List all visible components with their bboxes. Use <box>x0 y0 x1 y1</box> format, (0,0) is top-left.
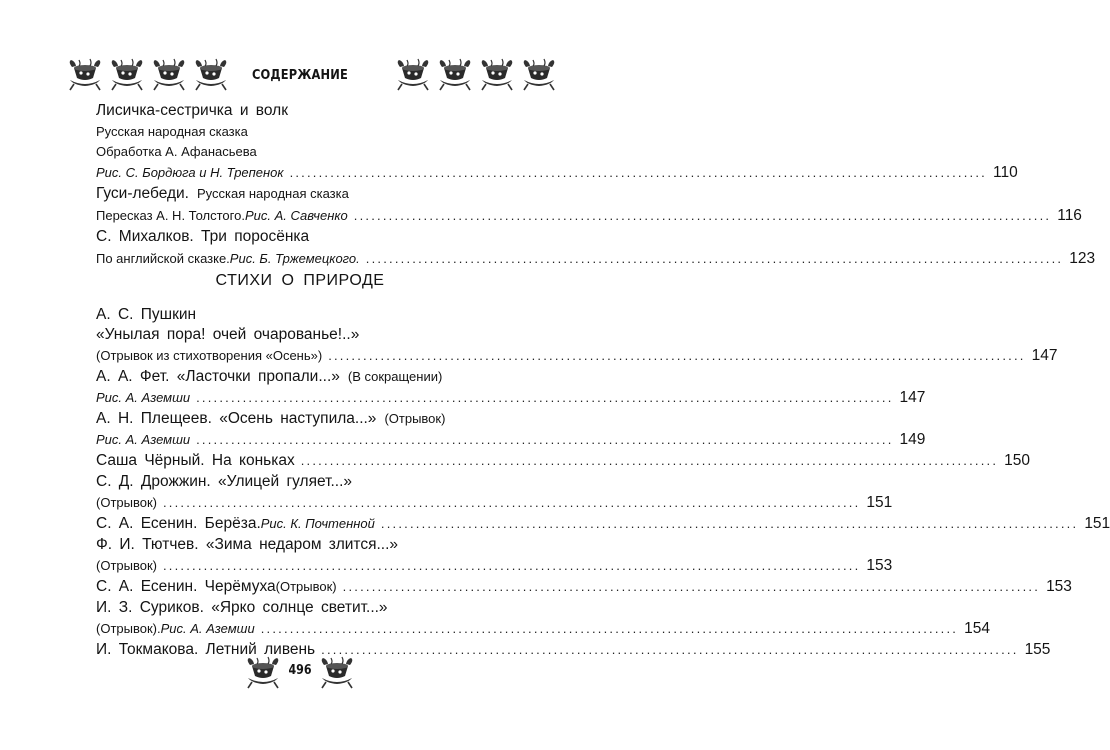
toc-line <box>96 536 496 558</box>
toc-line <box>96 452 1031 474</box>
toc-line <box>96 578 1072 600</box>
toc-page-number: 116 <box>1057 207 1082 224</box>
toc-line <box>96 185 496 207</box>
teacup-ornament-icon <box>436 58 474 92</box>
teacup-ornament-icon <box>394 58 432 92</box>
toc-page-number: 153 <box>1046 578 1072 595</box>
toc-line <box>96 431 926 453</box>
toc-text: Обработка А. Афанасьева <box>96 144 257 159</box>
toc-line <box>96 389 926 411</box>
toc-text: С. А. Есенин. Черёмуха <box>96 578 276 595</box>
toc-leader-dots: ........................................................................................................................ <box>196 390 894 405</box>
toc-page-number: 147 <box>899 389 926 406</box>
toc-text: Русская народная сказка <box>197 186 349 201</box>
toc-illustrator: Рис. А. Аземши <box>96 432 191 447</box>
toc-page-number: 151 <box>1084 515 1110 532</box>
toc-leader-dots: ........................................................................................................................ <box>289 165 987 180</box>
toc-text: (Отрывок) <box>275 579 337 594</box>
toc-line <box>96 326 496 348</box>
toc-page-number: 149 <box>899 431 926 448</box>
toc-text: Гуси-лебеди. <box>96 185 189 202</box>
toc-line <box>96 144 496 166</box>
toc-page-number: 155 <box>1024 641 1051 658</box>
toc-text: А. А. Фет. «Ласточки пропали...» <box>96 368 340 385</box>
toc-text: А. Н. Плещеев. «Осень наступила...» <box>96 410 377 427</box>
toc-leader-dots: ........................................................................................................................ <box>342 579 1041 594</box>
toc-line <box>96 250 1096 272</box>
toc-line <box>96 124 496 146</box>
toc-leader-dots: ........................................................................................................................ <box>365 251 1064 266</box>
toc-leader-dots: ........................................................................................................................ <box>328 348 1026 363</box>
teacup-ornament-icon <box>244 656 282 690</box>
toc-text: С. Д. Дрожжин. «Улицей гуляет...» <box>96 473 352 490</box>
toc-line <box>96 620 990 642</box>
toc-line <box>96 164 1018 186</box>
toc-page-number: 154 <box>964 620 990 637</box>
toc-leader-dots: ........................................................................................................................ <box>260 621 959 636</box>
toc-text: С. А. Есенин. Берёза. <box>96 515 261 532</box>
toc-text: По английской сказке. <box>96 251 230 266</box>
toc-text: С. Михалков. Три поросёнка <box>96 228 310 245</box>
toc-text: «Унылая пора! очей очарованье!..» <box>96 326 360 343</box>
toc-text: (Отрывок). <box>96 621 161 636</box>
toc-page-number: 150 <box>1004 452 1031 469</box>
toc-illustrator: Рис. С. Бордюга и Н. Трепенок <box>96 165 284 180</box>
toc-page-number: 147 <box>1031 347 1058 364</box>
toc-illustrator: Рис. Б. Тржемецкого. <box>229 251 360 266</box>
toc-text: А. С. Пушкин <box>96 306 197 323</box>
toc-line <box>96 306 496 328</box>
toc-line <box>96 557 893 579</box>
toc-line <box>96 473 496 495</box>
toc-line <box>96 207 1082 229</box>
toc-text: Ф. И. Тютчев. «Зима недаром злится...» <box>96 536 399 553</box>
toc-illustrator: Рис. К. Почтенной <box>260 516 375 531</box>
toc-page-number: 110 <box>992 164 1018 181</box>
toc-leader-dots: ........................................................................................................................ <box>196 432 894 447</box>
toc-line <box>96 515 1110 537</box>
toc-line <box>96 102 496 124</box>
toc-text: (Отрывок) <box>96 495 157 510</box>
toc-line <box>96 368 496 390</box>
toc-illustrator: Рис. А. Аземши <box>96 390 191 405</box>
page-title: СОДЕРЖАНИЕ <box>251 68 349 83</box>
toc-text: Пересказ А. Н. Толстого. <box>96 208 245 223</box>
teacup-ornament-icon <box>66 58 104 92</box>
toc-text: Лисичка-сестричка и волк <box>96 102 288 119</box>
toc-text: И. Токмакова. Летний ливень <box>96 641 316 658</box>
toc-line <box>96 347 1058 369</box>
teacup-ornament-icon <box>478 58 516 92</box>
toc-page-number: 153 <box>866 557 893 574</box>
page-number: 496 <box>288 663 312 678</box>
section-title: СТИХИ О ПРИРОДЕ <box>215 272 385 289</box>
toc-page-number: 123 <box>1069 250 1096 267</box>
toc-line <box>96 228 496 250</box>
toc-text: (В сокращении) <box>347 369 443 384</box>
toc-text: Саша Чёрный. На коньках <box>96 452 295 469</box>
page-header <box>0 58 600 94</box>
teacup-ornament-icon <box>520 58 558 92</box>
toc-line <box>96 599 496 621</box>
toc-leader-dots: ........................................................................................................................ <box>162 558 861 573</box>
teacup-ornament-icon <box>192 58 230 92</box>
teacup-ornament-icon <box>318 656 356 690</box>
toc-leader-dots: ........................................................................................................................ <box>300 453 999 468</box>
toc-leader-dots: ........................................................................................................................ <box>162 495 861 510</box>
toc-text: И. З. Суриков. «Ярко солнце светит...» <box>96 599 388 616</box>
toc-leader-dots: ........................................................................................................................ <box>321 642 1019 657</box>
toc-line <box>96 410 496 432</box>
toc-illustrator: Рис. А. Аземши <box>160 621 255 636</box>
toc-leader-dots: ........................................................................................................................ <box>380 516 1079 531</box>
toc-text: (Отрывок) <box>96 558 157 573</box>
toc-illustrator: Рис. А. Савченко <box>244 208 348 223</box>
toc-page-number: 151 <box>866 494 893 511</box>
toc-line <box>96 494 893 516</box>
toc-leader-dots: ........................................................................................................................ <box>353 208 1052 223</box>
page-footer <box>0 656 600 690</box>
toc-text: Русская народная сказка <box>96 124 248 139</box>
toc-text: (Отрывок из стихотворения «Осень») <box>96 348 323 363</box>
toc-text: (Отрывок) <box>384 411 446 426</box>
teacup-ornament-icon <box>108 58 146 92</box>
teacup-ornament-icon <box>150 58 188 92</box>
